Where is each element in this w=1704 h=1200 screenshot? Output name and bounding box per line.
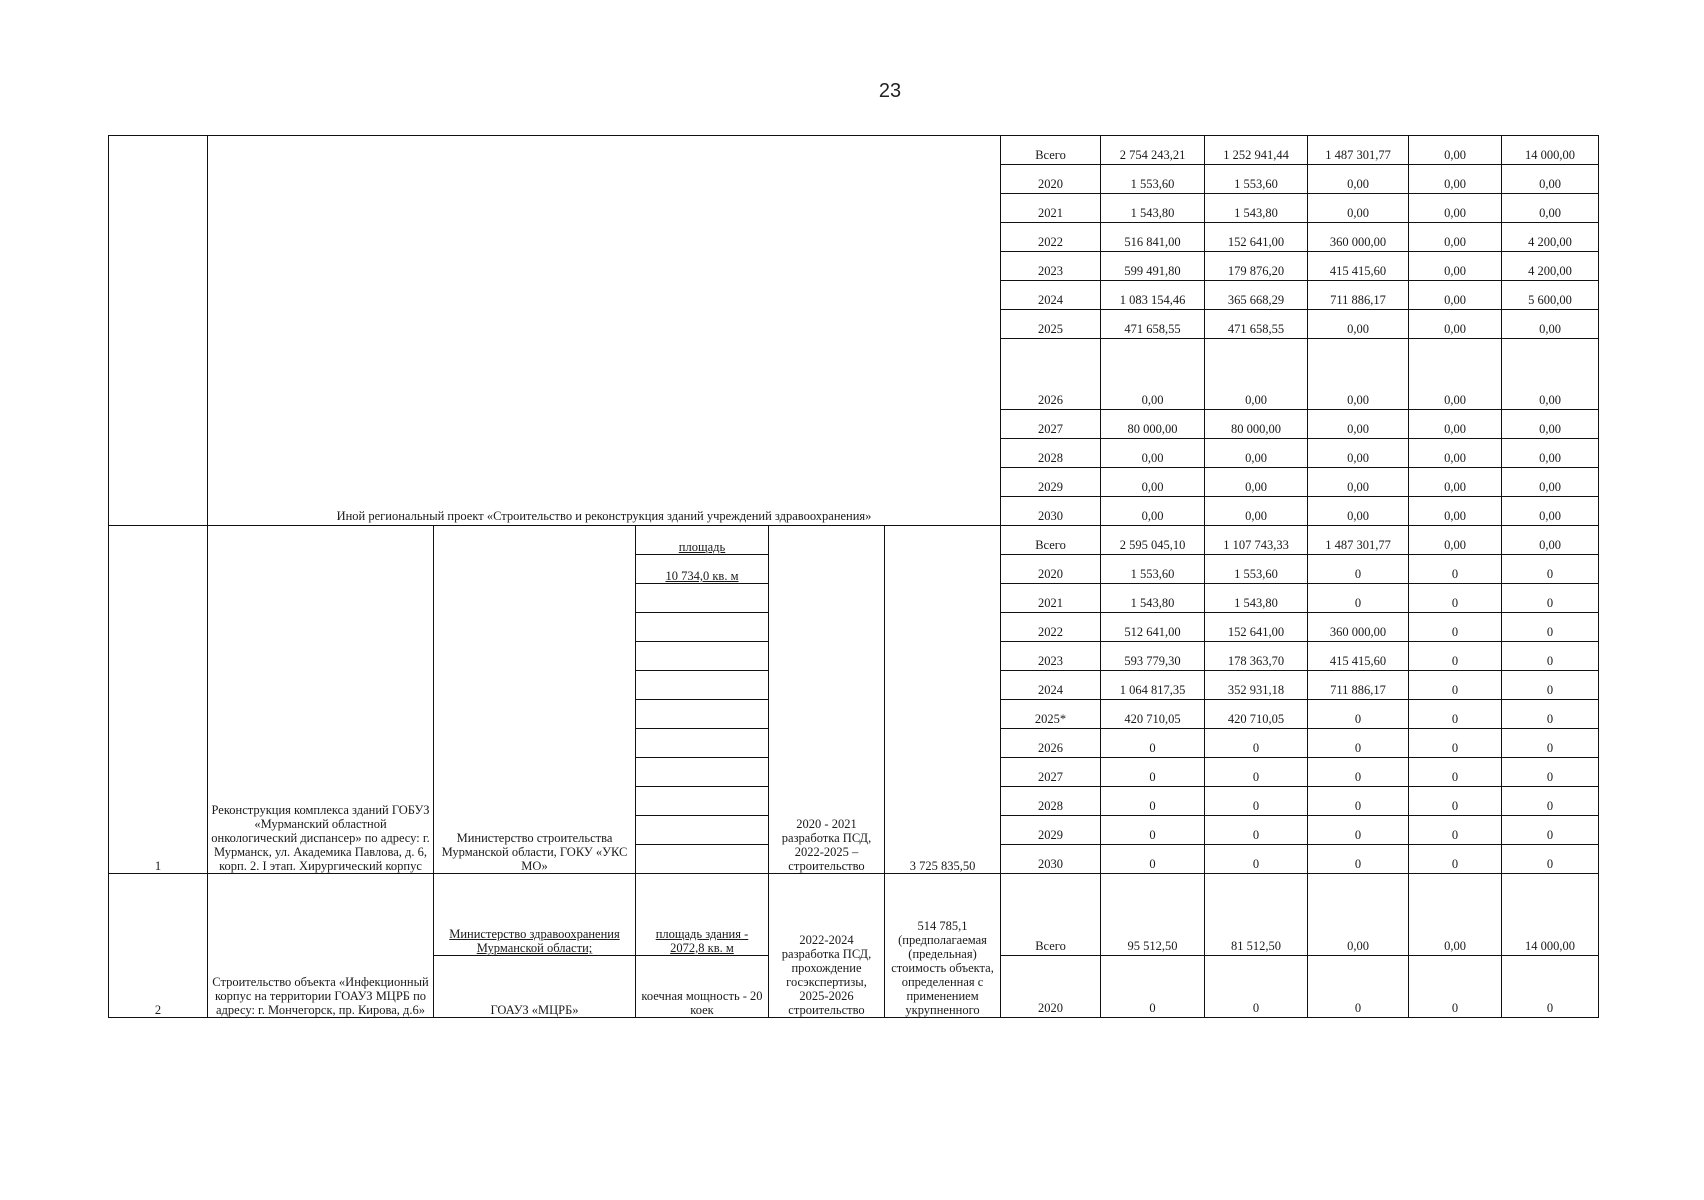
amount-cell: 0 xyxy=(1409,671,1502,700)
year-cell: Всего xyxy=(1001,136,1101,165)
year-cell: 2025* xyxy=(1001,700,1101,729)
year-cell: 2028 xyxy=(1001,439,1101,468)
amount-cell: 0,00 xyxy=(1308,339,1409,410)
amount-cell: 0 xyxy=(1409,758,1502,787)
amount-cell: 0 xyxy=(1502,845,1599,874)
amount-cell: 0 xyxy=(1101,845,1205,874)
amount-cell: 152 641,00 xyxy=(1205,613,1308,642)
amount-cell: 0 xyxy=(1502,787,1599,816)
year-cell: 2029 xyxy=(1001,468,1101,497)
capacity-empty-cell xyxy=(636,642,769,671)
year-cell: 2020 xyxy=(1001,165,1101,194)
amount-cell: 593 779,30 xyxy=(1101,642,1205,671)
amount-cell: 1 487 301,77 xyxy=(1308,136,1409,165)
amount-cell: 4 200,00 xyxy=(1502,252,1599,281)
capacity-empty-cell xyxy=(636,758,769,787)
amount-cell: 415 415,60 xyxy=(1308,252,1409,281)
amount-cell: 95 512,50 xyxy=(1101,874,1205,956)
amount-cell: 0 xyxy=(1502,729,1599,758)
amount-cell: 0,00 xyxy=(1205,468,1308,497)
amount-cell: 1 064 817,35 xyxy=(1101,671,1205,700)
amount-cell: 0,00 xyxy=(1502,310,1599,339)
amount-cell: 0 xyxy=(1409,700,1502,729)
amount-cell: 1 543,80 xyxy=(1101,194,1205,223)
amount-cell: 2 754 243,21 xyxy=(1101,136,1205,165)
amount-cell: 0 xyxy=(1205,758,1308,787)
item-executor-top: Министерство здравоохранения Мурманской области; xyxy=(434,874,636,956)
item-period: 2022-2024 разработка ПСД, прохождение госэкспертизы, 2025-2026 строительство xyxy=(769,874,885,1018)
amount-cell: 360 000,00 xyxy=(1308,223,1409,252)
amount-cell: 0,00 xyxy=(1502,339,1599,410)
item-name: Реконструкция комплекса зданий ГОБУЗ «Мурманский областной онкологический диспансер» по адресу: г. Мурманск, ул. Академика Павлова, д. 6, корп. 2. I этап. Хирургический корпус xyxy=(208,526,434,874)
amount-cell: 0 xyxy=(1409,555,1502,584)
amount-cell: 0 xyxy=(1308,700,1409,729)
amount-cell: 0 xyxy=(1205,729,1308,758)
amount-cell: 0 xyxy=(1502,584,1599,613)
section-title: Иной региональный проект «Строительство и реконструкция зданий учреждений здравоохранения» xyxy=(208,136,1001,526)
amount-cell: 0 xyxy=(1502,816,1599,845)
amount-cell: 1 543,80 xyxy=(1101,584,1205,613)
amount-cell: 0,00 xyxy=(1101,468,1205,497)
amount-cell: 0,00 xyxy=(1205,339,1308,410)
amount-cell: 1 543,80 xyxy=(1205,194,1308,223)
amount-cell: 1 083 154,46 xyxy=(1101,281,1205,310)
amount-cell: 0,00 xyxy=(1308,194,1409,223)
amount-cell: 0,00 xyxy=(1101,439,1205,468)
amount-cell: 0,00 xyxy=(1502,165,1599,194)
capacity-empty-cell xyxy=(636,729,769,758)
amount-cell: 0 xyxy=(1502,642,1599,671)
amount-cell: 0 xyxy=(1409,956,1502,1018)
capacity-bottom: коечная мощность - 20 коек xyxy=(636,956,769,1018)
year-cell: 2021 xyxy=(1001,194,1101,223)
year-cell: 2030 xyxy=(1001,497,1101,526)
amount-cell: 1 107 743,33 xyxy=(1205,526,1308,555)
amount-cell: 512 641,00 xyxy=(1101,613,1205,642)
amount-cell: 365 668,29 xyxy=(1205,281,1308,310)
amount-cell: 0 xyxy=(1101,787,1205,816)
amount-cell: 360 000,00 xyxy=(1308,613,1409,642)
amount-cell: 0 xyxy=(1502,555,1599,584)
page-number: 23 xyxy=(878,80,902,102)
amount-cell: 14 000,00 xyxy=(1502,136,1599,165)
capacity-empty-cell xyxy=(636,787,769,816)
capacity-empty-cell xyxy=(636,584,769,613)
capacity-label: площадь xyxy=(636,526,769,555)
amount-cell: 0 xyxy=(1502,956,1599,1018)
amount-cell: 0,00 xyxy=(1409,497,1502,526)
amount-cell: 0 xyxy=(1308,555,1409,584)
amount-cell: 0,00 xyxy=(1409,310,1502,339)
amount-cell: 0,00 xyxy=(1409,165,1502,194)
section-number-cell xyxy=(109,136,208,526)
item-cost: 514 785,1 (предполагаемая (предельная) стоимость объекта, определенная с применением укрупненного xyxy=(885,874,1001,1018)
amount-cell: 5 600,00 xyxy=(1502,281,1599,310)
amount-cell: 516 841,00 xyxy=(1101,223,1205,252)
financing-table xyxy=(108,135,1599,1018)
amount-cell: 0 xyxy=(1205,845,1308,874)
year-cell: 2024 xyxy=(1001,281,1101,310)
amount-cell: 14 000,00 xyxy=(1502,874,1599,956)
amount-cell: 420 710,05 xyxy=(1101,700,1205,729)
table-body xyxy=(109,136,1599,1018)
item-number: 2 xyxy=(109,874,208,1018)
amount-cell: 471 658,55 xyxy=(1205,310,1308,339)
year-cell: 2029 xyxy=(1001,816,1101,845)
year-cell: 2026 xyxy=(1001,339,1101,410)
amount-cell: 0,00 xyxy=(1409,468,1502,497)
amount-cell: 0 xyxy=(1308,956,1409,1018)
amount-cell: 0,00 xyxy=(1409,281,1502,310)
item-executor: Министерство строительства Мурманской области, ГОКУ «УКС МО» xyxy=(434,526,636,874)
year-cell: 2028 xyxy=(1001,787,1101,816)
year-cell: 2020 xyxy=(1001,555,1101,584)
item-executor-bottom: ГОАУЗ «МЦРБ» xyxy=(434,956,636,1018)
amount-cell: 0,00 xyxy=(1502,410,1599,439)
amount-cell: 0,00 xyxy=(1205,497,1308,526)
amount-cell: 415 415,60 xyxy=(1308,642,1409,671)
amount-cell: 0,00 xyxy=(1308,874,1409,956)
year-cell: 2020 xyxy=(1001,956,1101,1018)
amount-cell: 80 000,00 xyxy=(1205,410,1308,439)
amount-cell: 0 xyxy=(1308,816,1409,845)
item-period: 2020 - 2021 разработка ПСД, 2022-2025 – строительство xyxy=(769,526,885,874)
amount-cell: 0 xyxy=(1205,816,1308,845)
amount-cell: 4 200,00 xyxy=(1502,223,1599,252)
year-cell: 2025 xyxy=(1001,310,1101,339)
year-cell: 2027 xyxy=(1001,410,1101,439)
amount-cell: 0,00 xyxy=(1409,136,1502,165)
amount-cell: 0,00 xyxy=(1409,252,1502,281)
amount-cell: 711 886,17 xyxy=(1308,281,1409,310)
year-cell: 2026 xyxy=(1001,729,1101,758)
item-name: Строительство объекта «Инфекционный корпус на территории ГОАУЗ МЦРБ по адресу: г. Мончегорск, пр. Кирова, д.6» xyxy=(208,874,434,1018)
amount-cell: 0 xyxy=(1502,671,1599,700)
year-cell: Всего xyxy=(1001,526,1101,555)
amount-cell: 0 xyxy=(1205,956,1308,1018)
amount-cell: 0 xyxy=(1409,642,1502,671)
amount-cell: 0,00 xyxy=(1409,339,1502,410)
amount-cell: 0,00 xyxy=(1205,439,1308,468)
capacity-empty-cell xyxy=(636,845,769,874)
amount-cell: 0,00 xyxy=(1308,497,1409,526)
capacity-empty-cell xyxy=(636,613,769,642)
amount-cell: 0 xyxy=(1409,816,1502,845)
year-cell: 2023 xyxy=(1001,252,1101,281)
year-cell: 2024 xyxy=(1001,671,1101,700)
amount-cell: 0,00 xyxy=(1308,410,1409,439)
amount-cell: 0,00 xyxy=(1308,165,1409,194)
amount-cell: 1 553,60 xyxy=(1101,555,1205,584)
table-row xyxy=(109,874,1599,956)
amount-cell: 0 xyxy=(1308,758,1409,787)
table-row xyxy=(109,526,1599,555)
amount-cell: 0,00 xyxy=(1409,874,1502,956)
amount-cell: 0,00 xyxy=(1409,439,1502,468)
amount-cell: 0 xyxy=(1101,729,1205,758)
year-cell: 2022 xyxy=(1001,613,1101,642)
capacity-empty-cell xyxy=(636,671,769,700)
amount-cell: 599 491,80 xyxy=(1101,252,1205,281)
amount-cell: 1 252 941,44 xyxy=(1205,136,1308,165)
amount-cell: 0 xyxy=(1101,956,1205,1018)
amount-cell: 711 886,17 xyxy=(1308,671,1409,700)
amount-cell: 0 xyxy=(1308,729,1409,758)
amount-cell: 0 xyxy=(1409,787,1502,816)
amount-cell: 152 641,00 xyxy=(1205,223,1308,252)
amount-cell: 0,00 xyxy=(1409,223,1502,252)
capacity-empty-cell xyxy=(636,816,769,845)
amount-cell: 0,00 xyxy=(1409,526,1502,555)
amount-cell: 0,00 xyxy=(1101,497,1205,526)
amount-cell: 2 595 045,10 xyxy=(1101,526,1205,555)
amount-cell: 0 xyxy=(1205,787,1308,816)
capacity-empty-cell xyxy=(636,700,769,729)
amount-cell: 0 xyxy=(1308,584,1409,613)
amount-cell: 1 487 301,77 xyxy=(1308,526,1409,555)
amount-cell: 1 553,60 xyxy=(1205,165,1308,194)
year-cell: 2021 xyxy=(1001,584,1101,613)
amount-cell: 0,00 xyxy=(1502,439,1599,468)
amount-cell: 0,00 xyxy=(1101,339,1205,410)
year-cell: 2022 xyxy=(1001,223,1101,252)
capacity-value: 10 734,0 кв. м xyxy=(636,555,769,584)
amount-cell: 0 xyxy=(1409,584,1502,613)
amount-cell: 0,00 xyxy=(1409,410,1502,439)
amount-cell: 0,00 xyxy=(1502,468,1599,497)
item-cost: 3 725 835,50 xyxy=(885,526,1001,874)
amount-cell: 0,00 xyxy=(1502,526,1599,555)
year-cell: 2027 xyxy=(1001,758,1101,787)
amount-cell: 0,00 xyxy=(1308,468,1409,497)
amount-cell: 0,00 xyxy=(1409,194,1502,223)
amount-cell: 178 363,70 xyxy=(1205,642,1308,671)
amount-cell: 1 553,60 xyxy=(1101,165,1205,194)
item-number: 1 xyxy=(109,526,208,874)
year-cell: Всего xyxy=(1001,874,1101,956)
amount-cell: 0 xyxy=(1308,787,1409,816)
capacity-top: площадь здания - 2072,8 кв. м xyxy=(636,874,769,956)
amount-cell: 80 000,00 xyxy=(1101,410,1205,439)
amount-cell: 0 xyxy=(1409,845,1502,874)
amount-cell: 0,00 xyxy=(1308,439,1409,468)
amount-cell: 0 xyxy=(1308,845,1409,874)
amount-cell: 0,00 xyxy=(1502,194,1599,223)
table-row xyxy=(109,136,1599,165)
amount-cell: 0 xyxy=(1409,729,1502,758)
year-cell: 2030 xyxy=(1001,845,1101,874)
amount-cell: 1 553,60 xyxy=(1205,555,1308,584)
amount-cell: 179 876,20 xyxy=(1205,252,1308,281)
amount-cell: 0,00 xyxy=(1502,497,1599,526)
amount-cell: 81 512,50 xyxy=(1205,874,1308,956)
amount-cell: 0 xyxy=(1502,758,1599,787)
amount-cell: 0 xyxy=(1409,613,1502,642)
year-cell: 2023 xyxy=(1001,642,1101,671)
amount-cell: 0 xyxy=(1101,816,1205,845)
amount-cell: 352 931,18 xyxy=(1205,671,1308,700)
amount-cell: 0,00 xyxy=(1308,310,1409,339)
amount-cell: 1 543,80 xyxy=(1205,584,1308,613)
amount-cell: 471 658,55 xyxy=(1101,310,1205,339)
amount-cell: 0 xyxy=(1502,613,1599,642)
amount-cell: 420 710,05 xyxy=(1205,700,1308,729)
amount-cell: 0 xyxy=(1101,758,1205,787)
amount-cell: 0 xyxy=(1502,700,1599,729)
